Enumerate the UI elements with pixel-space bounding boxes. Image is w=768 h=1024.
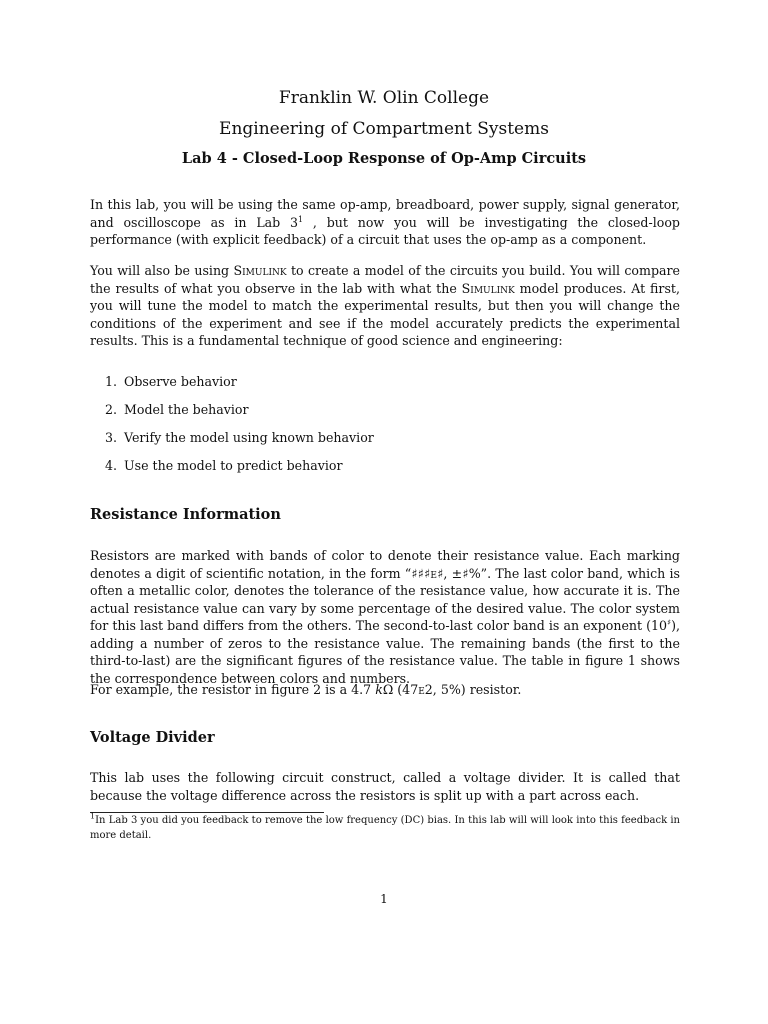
kilo-unit: k bbox=[375, 682, 383, 697]
list-item-text: Verify the model using known behavior bbox=[124, 430, 374, 445]
resistance-p2-text-c: 2, 5%) resistor. bbox=[424, 682, 522, 697]
list-item bbox=[105, 457, 665, 485]
resistance-p2-text-a: For example, the resistor in figure 2 is a 4.7 bbox=[90, 682, 376, 697]
exponent-e: e bbox=[418, 682, 425, 697]
footnote-ref: 1 bbox=[298, 214, 304, 224]
list-item bbox=[105, 373, 665, 401]
list-item-text: Model the behavior bbox=[124, 402, 249, 417]
section-heading-voltage-divider: Voltage Divider bbox=[90, 729, 215, 746]
simulink-name: Simulink bbox=[233, 263, 287, 278]
resistance-paragraph-2 bbox=[90, 681, 680, 699]
divider-paragraph-1: This lab uses the following circuit construct, called a voltage divider. It is called that because the voltage difference across the resistors is split up with a part across each. bbox=[90, 770, 680, 803]
lab-title bbox=[0, 150, 768, 167]
resistance-p1-text-c: ), adding a number of zeros to the resistance value. The remaining bands (the first to the third-to-last) are the significant figures of the resistance value. The table in figure 1 shows the correspondence between colors and numbers. bbox=[90, 618, 680, 686]
footnote-text: In Lab 3 you did you feedback to remove the low frequency (DC) bias. In this lab will will look into this feedback in more detail. bbox=[90, 815, 680, 841]
intro-p2-text-b: to create a model of the circuits you build. You will compare the results of what you observe in the lab with what the bbox=[90, 263, 680, 296]
list-item bbox=[105, 401, 665, 429]
intro-p1-text-b: , but now you will be investigating the closed-loop performance (with explicit feedback) of a circuit that uses the op-amp as a component. bbox=[90, 214, 680, 247]
list-item-number: 4. bbox=[105, 458, 118, 473]
list-item-text: Observe behavior bbox=[124, 374, 237, 389]
intro-p2-text-a: You will also be using bbox=[90, 263, 234, 278]
resistance-p2-text-b: Ω (47 bbox=[382, 682, 419, 697]
footnote bbox=[90, 811, 680, 843]
section-heading-resistance: Resistance Information bbox=[90, 506, 281, 523]
steps-list bbox=[105, 373, 665, 485]
course-title: Engineering of Compartment Systems bbox=[219, 119, 549, 139]
resistance-paragraph-1 bbox=[90, 547, 680, 687]
intro-paragraph-1 bbox=[90, 196, 680, 249]
footnote-rule bbox=[90, 812, 324, 813]
list-item-number: 1. bbox=[105, 374, 118, 389]
list-item-text: Use the model to predict behavior bbox=[124, 458, 343, 473]
list-item-number: 3. bbox=[105, 430, 118, 445]
list-item bbox=[105, 429, 665, 457]
intro-p2-text-c: model produces. At first, you will tune the model to match the experimental results, but then you will change the conditions of the experiment and see if the model accurately predicts the experimental results. This is a fundamental technique of good science and engineering: bbox=[90, 280, 680, 348]
intro-paragraph-2 bbox=[90, 262, 680, 350]
list-item-number: 2. bbox=[105, 402, 118, 417]
footnote-mark: 1 bbox=[90, 811, 96, 821]
exponent-e: e bbox=[430, 565, 437, 581]
resistance-p1-text-b: ♯, ±♯%”. The last color band, which is often a metallic color, denotes the tolerance of the resistance value, how accurate it is. The actual resistance value can vary by some percentage of the desired value. The color system for this last band differs from the others. The second-to-last color band is an exponent (10 bbox=[90, 565, 680, 633]
resistance-p1-text-a: Resistors are marked with bands of color to denote their resistance value. Each marking denotes a digit of scientific notation, in the form “♯♯♯ bbox=[90, 548, 680, 581]
college-title: Franklin W. Olin College bbox=[278, 88, 490, 108]
page-number: 1 bbox=[380, 892, 388, 906]
exponent-sup: ♯ bbox=[667, 617, 672, 627]
simulink-name: Simulink bbox=[461, 280, 515, 296]
intro-p1-text-a: In this lab, you will be using the same op-amp, breadboard, power supply, signal generator, and oscilloscope as in Lab 3 bbox=[90, 197, 680, 230]
lab-title-text: Lab 4 - Closed-Loop Response of Op-Amp Circuits bbox=[181, 150, 587, 167]
